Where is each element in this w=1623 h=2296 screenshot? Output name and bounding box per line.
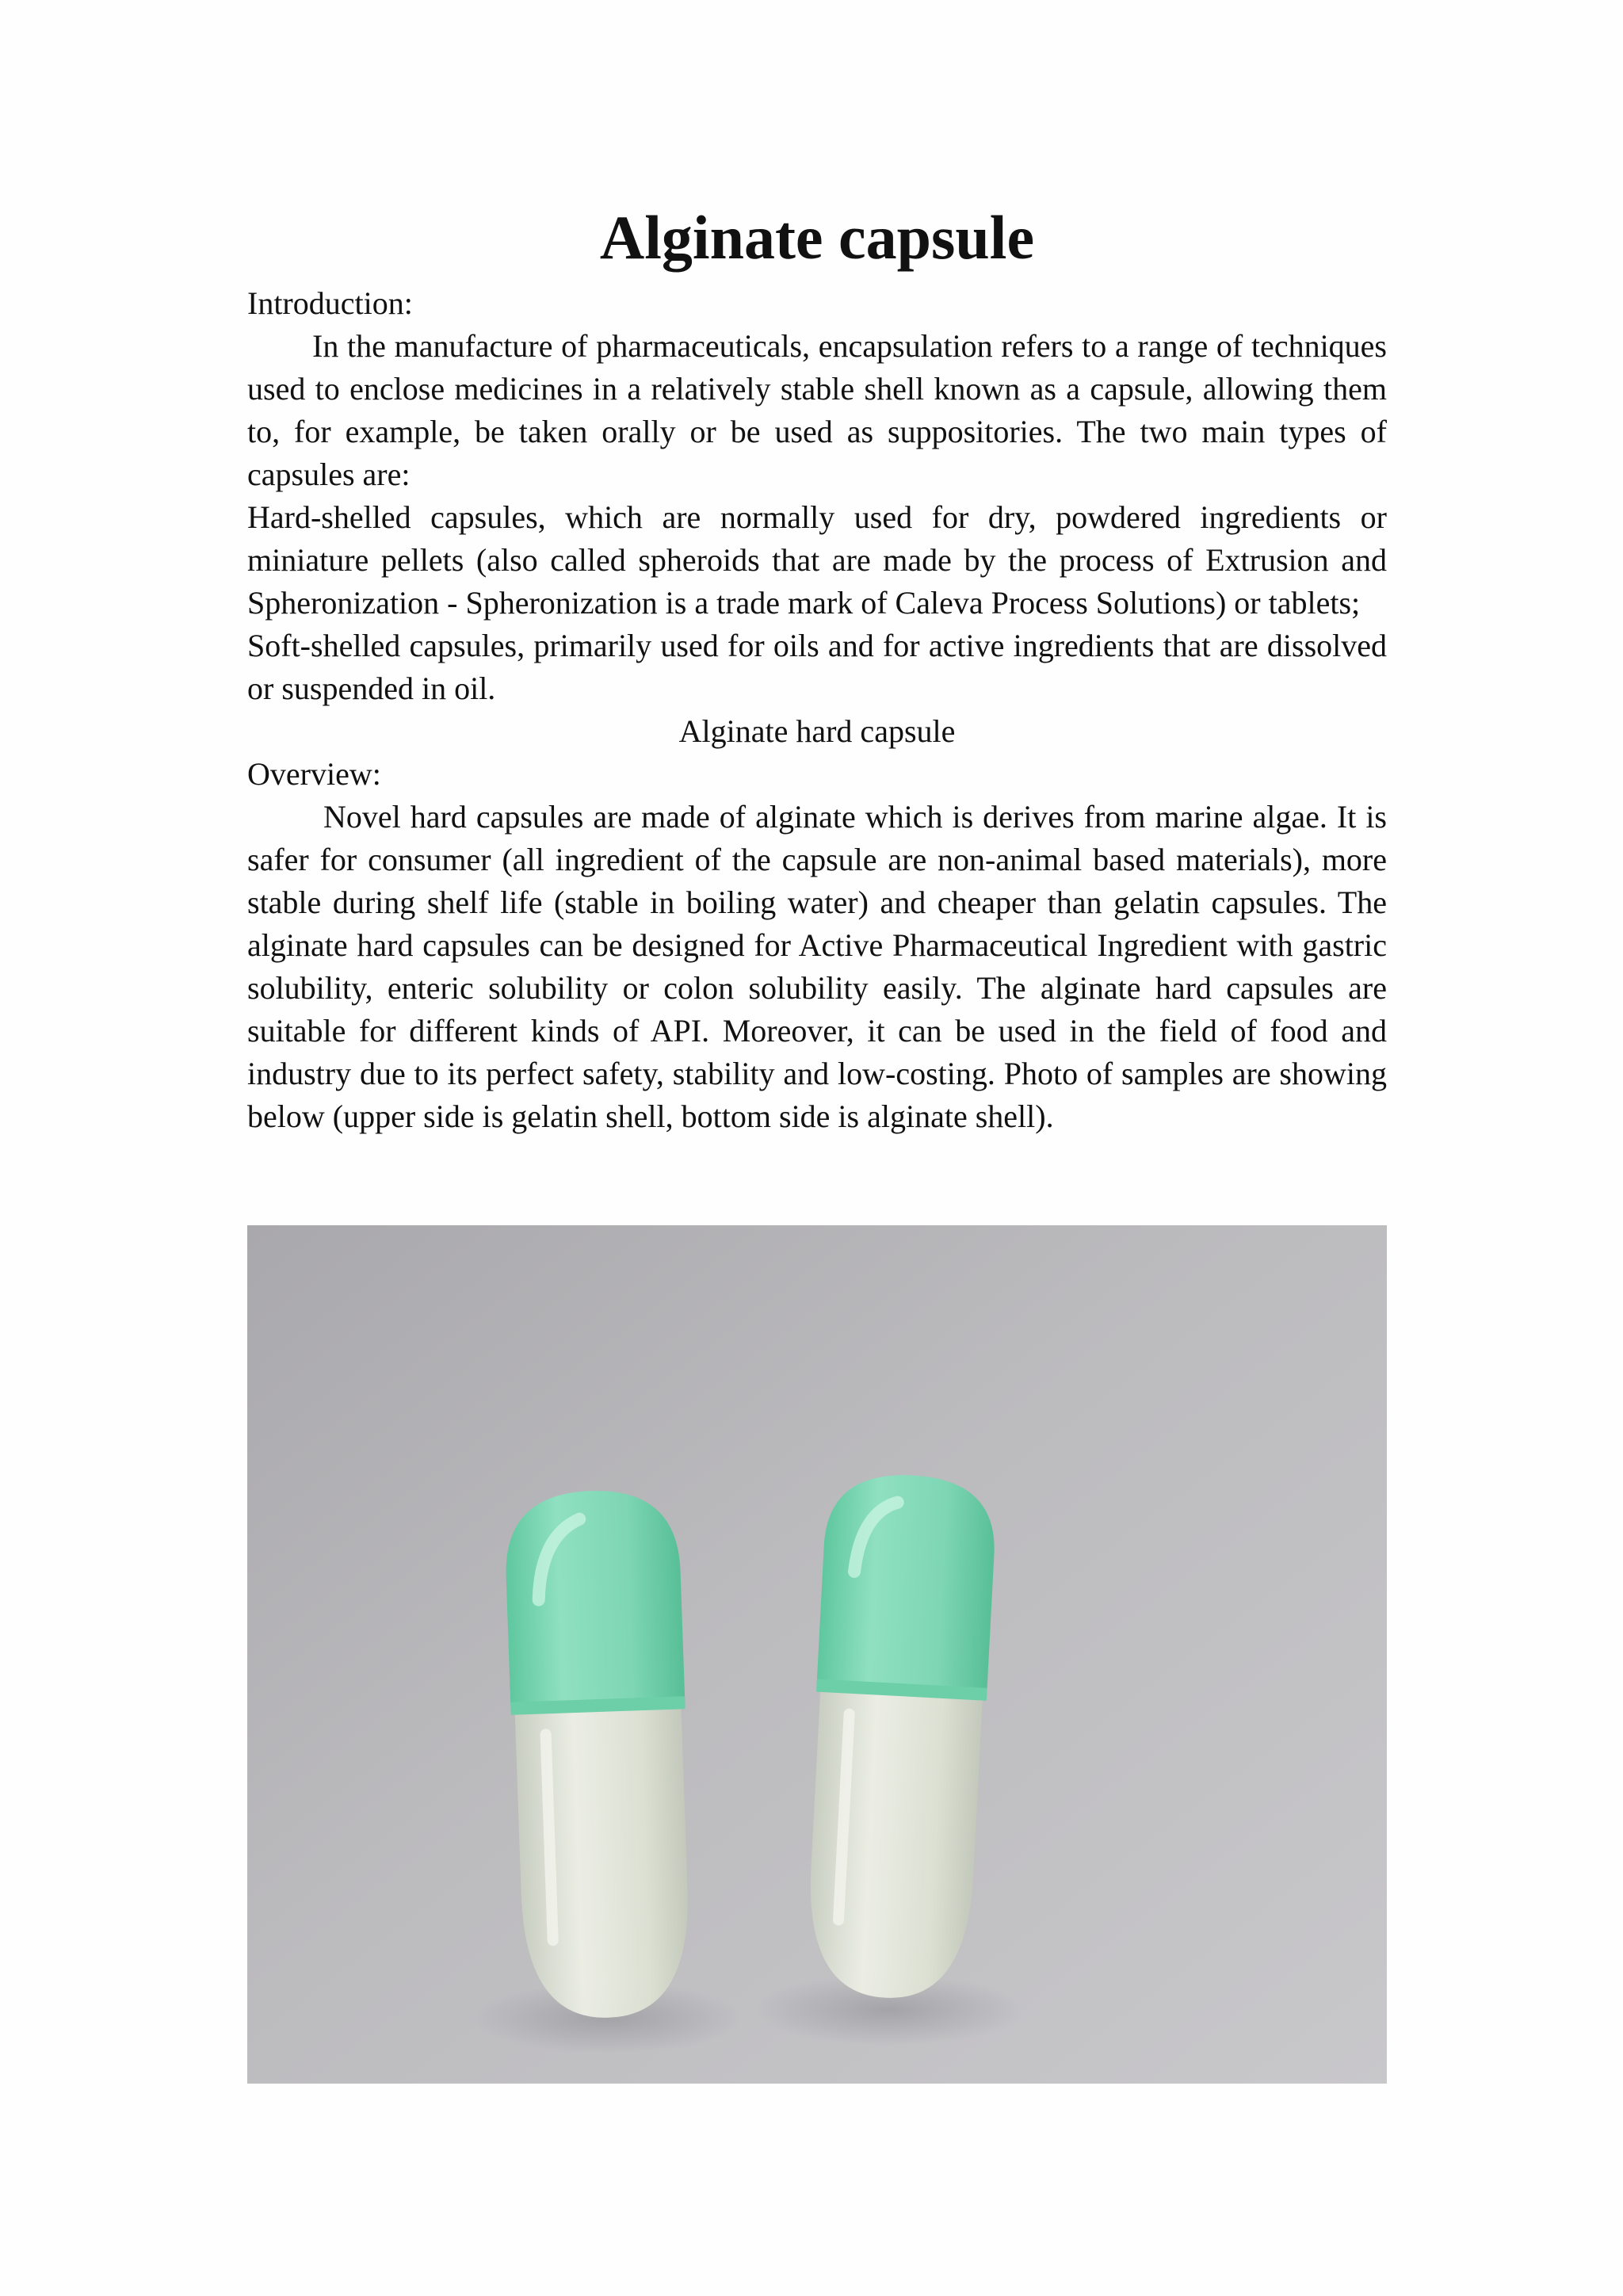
document-body [247,282,1387,1138]
introduction-paragraph: In the manufacture of pharmaceuticals, encapsulation refers to a range of techniques used to enclose medicines in a relatively stable shell known as a capsule, allowing them to, for example, be taken orally or be used as suppositories. The two main types of capsules are: [247,328,1387,492]
document-content [247,198,1387,1138]
soft-shelled-paragraph: Soft-shelled capsules, primarily used for oils and for active ingredients that are dissolved or suspended in oil. [247,628,1387,706]
document-title: Alginate capsule [599,203,1035,272]
photo-background [247,1225,1387,2084]
left-capsule-cap [503,1488,685,1712]
capsule-sample-photo [247,1225,1387,2084]
overview-heading: Overview: [247,756,381,792]
left-capsule [503,1488,696,2020]
introduction-heading: Introduction: [247,285,413,321]
overview-paragraph: Novel hard capsules are made of alginate which is derives from marine algae. It is safer for consumer (all ingredient of the capsule are non-animal based materials), more stable during shelf life (stable in boiling water) and cheaper than gelatin capsules. The alginate hard capsules can be designed for Active Pharmaceutical Ingredient with gastric solubility, enteric solubility or colon solubility easily. The alginate hard capsules are suitable for different kinds of API. Moreover, it can be used in the field of food and industry due to its perfect safety, stability and low-costing. Photo of samples are showing below (upper side is gelatin shell, bottom side is alginate shell). [247,799,1387,1134]
right-capsule-body [804,1681,983,2002]
hard-shelled-paragraph: Hard-shelled capsules, which are normally used for dry, powdered ingredients or miniature pellets (also called spheroids that are made by the process of Extrusion and Spheronization - Spheronization is a trade mark of Caleva Process Solutions) or tablets; [247,499,1387,621]
right-capsule-cap [816,1471,998,1698]
section-subtitle: Alginate hard capsule [678,713,956,749]
